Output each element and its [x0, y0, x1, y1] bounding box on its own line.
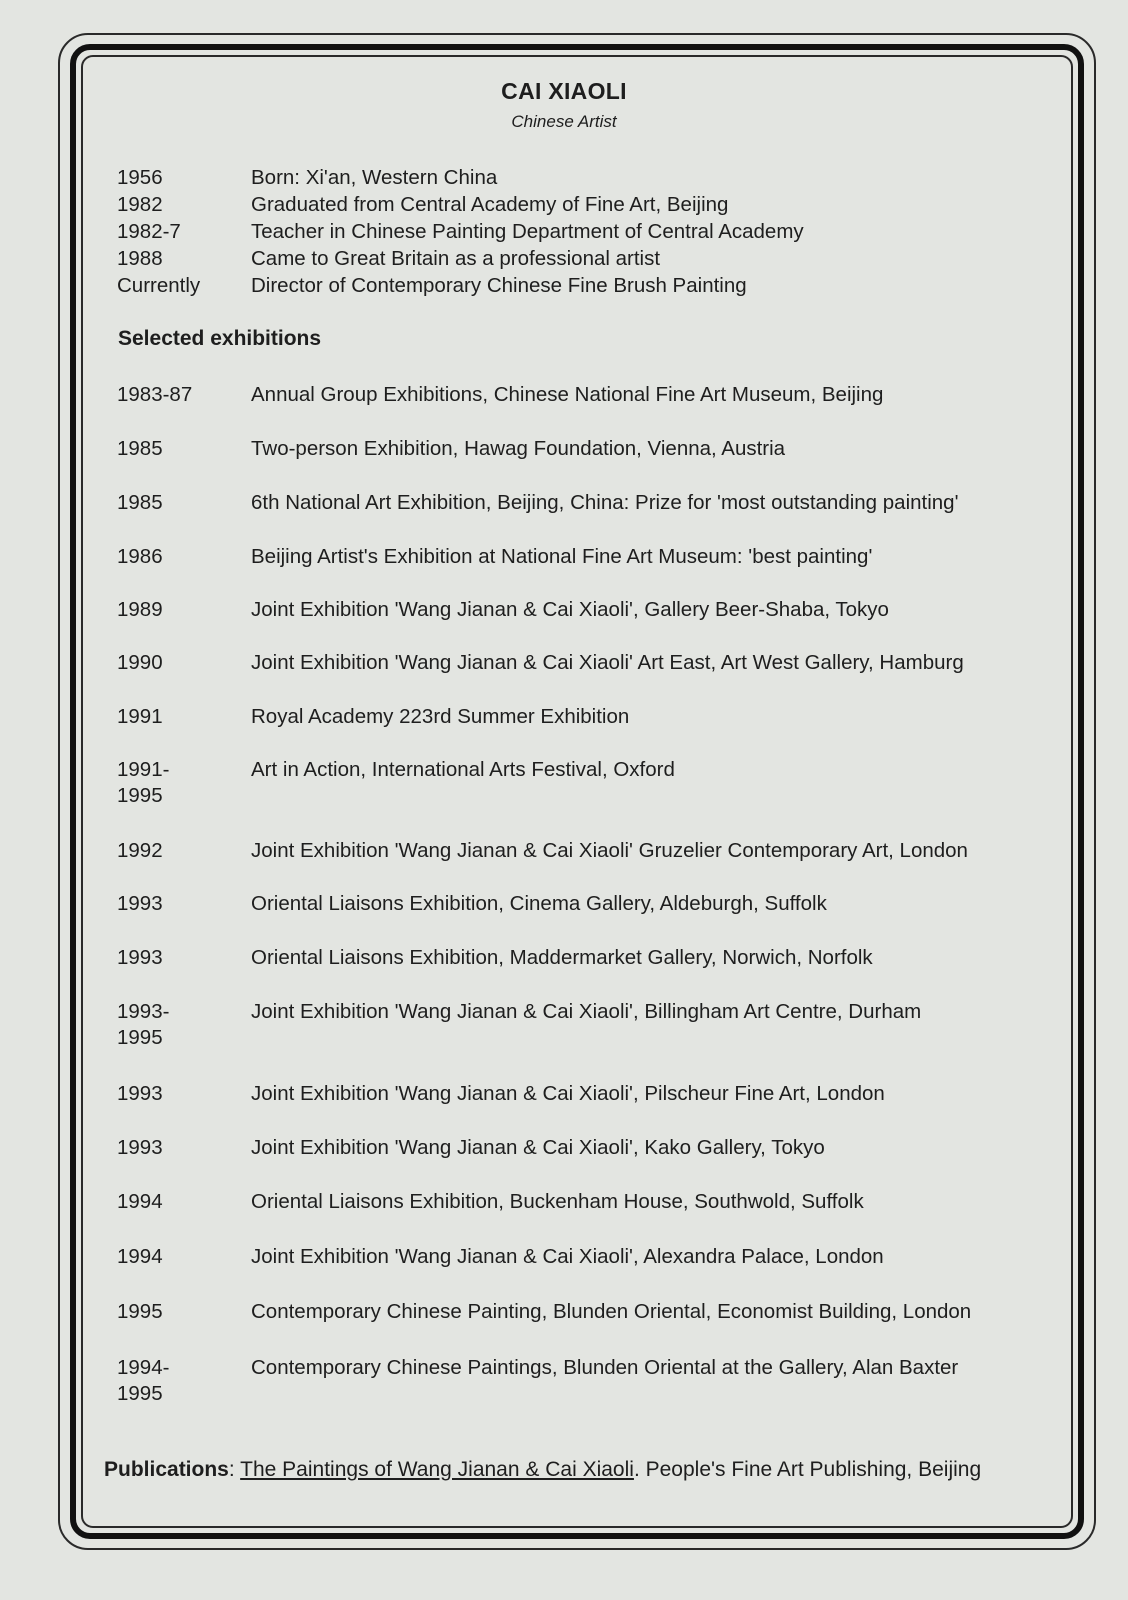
bio-text: Born: Xi'an, Western China: [251, 166, 498, 189]
bio-text: Director of Contemporary Chinese Fine Brush Painting: [251, 274, 747, 297]
exhibition-year: 1993: [117, 1082, 163, 1105]
bio-year: 1982: [117, 193, 163, 216]
exhibition-year: 1993: [117, 1136, 163, 1159]
exhibition-text: Joint Exhibition 'Wang Jianan & Cai Xiaoli', Billingham Art Centre, Durham: [251, 1000, 922, 1023]
bio-text: Came to Great Britain as a professional artist: [251, 247, 661, 270]
exhibition-text: Contemporary Chinese Painting, Blunden Oriental, Economist Building, London: [251, 1300, 972, 1323]
publication-details: . People's Fine Art Publishing, Beijing: [633, 1458, 982, 1481]
artist-name: CAI XIAOLI: [501, 78, 627, 104]
exhibition-year: 1995: [117, 1300, 163, 1323]
exhibition-year: 1994- 1995: [117, 1356, 170, 1405]
exhibition-text: Joint Exhibition 'Wang Jianan & Cai Xiaoli', Alexandra Palace, London: [251, 1245, 884, 1268]
publications-separator: :: [228, 1458, 241, 1481]
exhibition-year: 1986: [117, 545, 163, 568]
exhibition-text: Joint Exhibition 'Wang Jianan & Cai Xiaoli', Kako Gallery, Tokyo: [251, 1136, 825, 1159]
publications-label: Publications: [104, 1458, 229, 1481]
exhibition-year: 1994: [117, 1190, 163, 1213]
exhibition-year: 1985: [117, 437, 163, 460]
exhibition-text: 6th National Art Exhibition, Beijing, China: Prize for 'most outstanding painting': [251, 491, 959, 514]
exhibition-text: Joint Exhibition 'Wang Jianan & Cai Xiaoli' Art East, Art West Gallery, Hamburg: [251, 651, 964, 674]
exhibition-year: 1993: [117, 946, 163, 969]
exhibition-year: 1990: [117, 651, 163, 674]
bio-year: 1956: [117, 166, 163, 189]
exhibition-year: 1994: [117, 1245, 163, 1268]
publications-line: [104, 1457, 981, 1483]
exhibition-text: Contemporary Chinese Paintings, Blunden Oriental at the Gallery, Alan Baxter: [251, 1356, 959, 1379]
exhibition-text: Oriental Liaisons Exhibition, Buckenham House, Southwold, Suffolk: [251, 1190, 864, 1213]
exhibition-year: 1993: [117, 892, 163, 915]
bio-year: 1988: [117, 247, 163, 270]
bio-text: Graduated from Central Academy of Fine Art, Beijing: [251, 193, 729, 216]
exhibition-text: Royal Academy 223rd Summer Exhibition: [251, 705, 630, 728]
exhibitions-heading: Selected exhibitions: [118, 327, 322, 350]
bio-year: 1982-7: [117, 220, 181, 243]
bio-year: Currently: [117, 274, 201, 297]
bio-text: Teacher in Chinese Painting Department of Central Academy: [251, 220, 804, 243]
exhibition-text: Oriental Liaisons Exhibition, Maddermarket Gallery, Norwich, Norfolk: [251, 946, 873, 969]
exhibition-year: 1991- 1995: [117, 758, 170, 807]
exhibition-text: Two-person Exhibition, Hawag Foundation, Vienna, Austria: [251, 437, 786, 460]
exhibition-year: 1983-87: [117, 383, 193, 406]
artist-subtitle: Chinese Artist: [511, 112, 617, 131]
exhibition-text: Art in Action, International Arts Festival, Oxford: [251, 758, 675, 781]
exhibition-text: Joint Exhibition 'Wang Jianan & Cai Xiaoli', Pilscheur Fine Art, London: [251, 1082, 885, 1105]
exhibition-year: 1989: [117, 598, 163, 621]
exhibition-year: 1991: [117, 705, 163, 728]
exhibition-text: Annual Group Exhibitions, Chinese National Fine Art Museum, Beijing: [251, 383, 884, 406]
exhibition-year: 1985: [117, 491, 163, 514]
exhibition-text: Oriental Liaisons Exhibition, Cinema Gallery, Aldeburgh, Suffolk: [251, 892, 827, 915]
exhibition-text: Beijing Artist's Exhibition at National Fine Art Museum: 'best painting': [251, 545, 873, 568]
exhibition-text: Joint Exhibition 'Wang Jianan & Cai Xiaoli', Gallery Beer-Shaba, Tokyo: [251, 598, 889, 621]
exhibition-text: Joint Exhibition 'Wang Jianan & Cai Xiaoli' Gruzelier Contemporary Art, London: [251, 839, 968, 862]
exhibition-year: 1993- 1995: [117, 1000, 170, 1049]
exhibition-year: 1992: [117, 839, 163, 862]
publication-title: The Paintings of Wang Jianan & Cai Xiaoli: [240, 1458, 634, 1481]
